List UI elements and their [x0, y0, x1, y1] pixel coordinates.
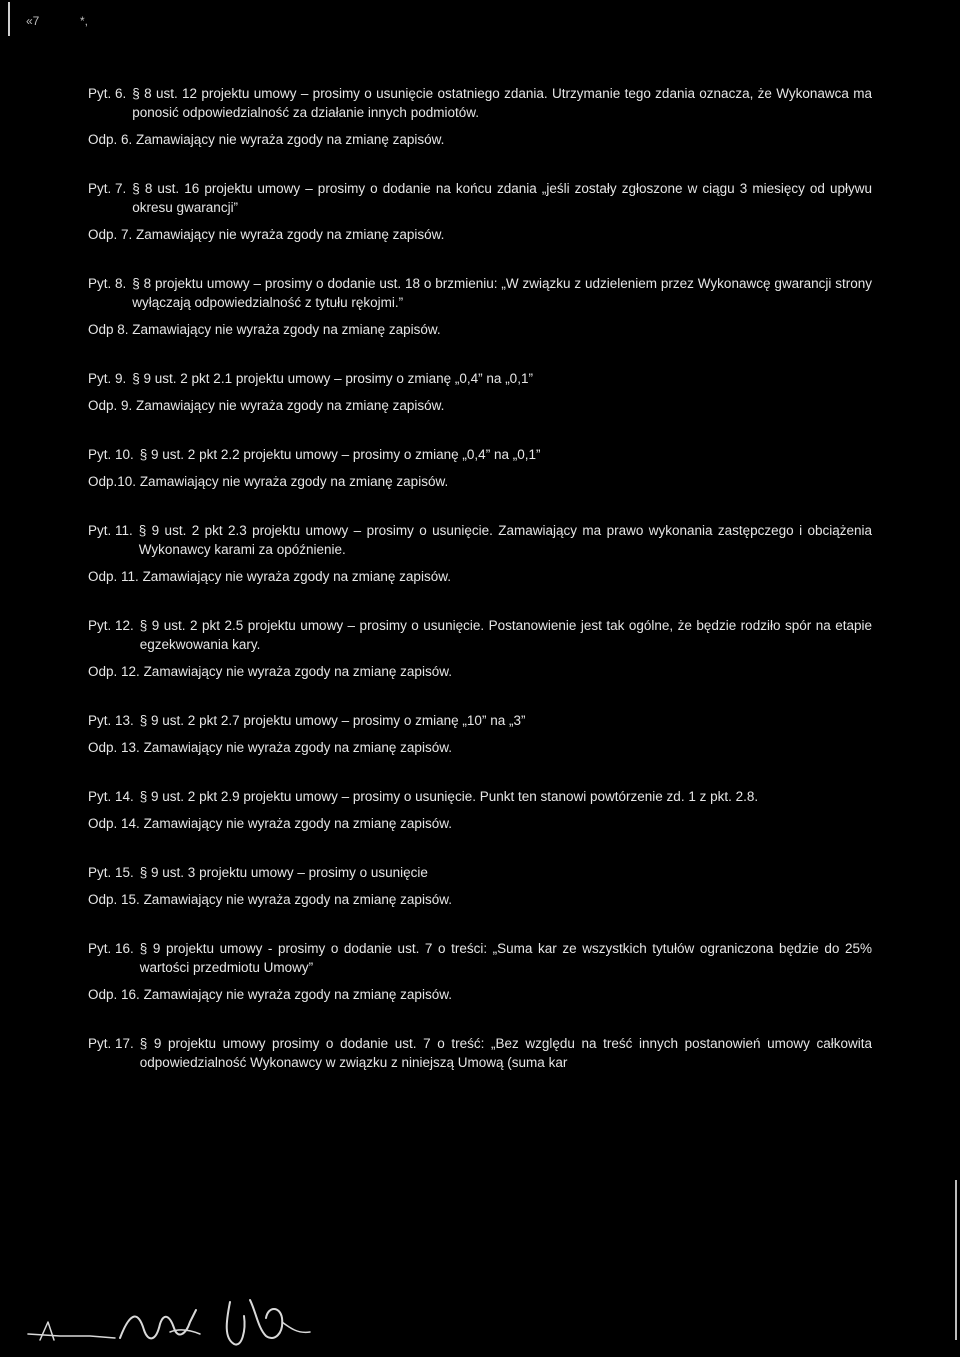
question	[88, 939, 872, 977]
answer-label: Odp. 15.	[88, 892, 140, 907]
answer	[88, 985, 872, 1004]
answer-label: Odp. 13.	[88, 740, 140, 755]
qa-item-9	[88, 369, 872, 415]
qa-item-13	[88, 711, 872, 757]
question	[88, 179, 872, 217]
qa-item-12	[88, 616, 872, 681]
answer-text: Zamawiający nie wyraża zgody na zmianę zapisów.	[132, 322, 441, 337]
question	[88, 274, 872, 312]
question-label: Pyt. 8.	[88, 276, 127, 291]
question	[88, 1034, 872, 1072]
question-label: Pyt. 16.	[88, 941, 134, 956]
question-text: § 9 ust. 2 pkt 2.1 projektu umowy – prosimy o zmianę „0,4” na „0,1”	[132, 371, 533, 386]
qa-item-17	[88, 1034, 872, 1072]
answer	[88, 890, 872, 909]
page-mark-right: *,	[80, 14, 89, 28]
question-text: § 8 ust. 16 projektu umowy – prosimy o dodanie na końcu zdania „jeśli zostały zgłoszone w ciągu 3 miesięcy od upływu okresu gwarancji”	[132, 181, 872, 215]
qa-item-6	[88, 84, 872, 149]
qa-item-14	[88, 787, 872, 833]
answer-text: Zamawiający nie wyraża zgody na zmianę zapisów.	[143, 664, 452, 679]
question	[88, 369, 872, 388]
answer-text: Zamawiający nie wyraża zgody na zmianę zapisów.	[136, 398, 445, 413]
question-label: Pyt. 14.	[88, 789, 134, 804]
question	[88, 521, 872, 559]
answer-text: Zamawiający nie wyraża zgody na zmianę zapisów.	[139, 474, 449, 489]
answer-text: Zamawiający nie wyraża zgody na zmianę zapisów.	[143, 740, 452, 755]
question-text: § 9 ust. 3 projektu umowy – prosimy o usunięcie	[139, 865, 428, 880]
answer	[88, 567, 872, 586]
question-label: Pyt. 13.	[88, 713, 134, 728]
question-text: § 8 ust. 12 projektu umowy – prosimy o usunięcie ostatniego zdania. Utrzymanie tego zdania oznacza, że Wykonawca ma ponosić odpowiedzialność za działanie innych podmiotów.	[132, 86, 872, 120]
qa-item-16	[88, 939, 872, 1004]
question	[88, 863, 872, 882]
question-text: § 9 ust. 2 pkt 2.5 projektu umowy – prosimy o usunięcie. Postanowienie jest tak ogólne, że będzie rodziło spór na etapie egzekwowania kary.	[139, 618, 872, 652]
answer	[88, 814, 872, 833]
qa-item-11	[88, 521, 872, 586]
question-text: § 9 projektu umowy - prosimy o dodanie ust. 7 o treści: „Suma kar ze wszystkich tytułów ograniczona będzie do 25% wartości przedmiotu Umowy”	[139, 941, 872, 975]
question	[88, 787, 872, 806]
answer-text: Zamawiający nie wyraża zgody na zmianę zapisów.	[143, 816, 452, 831]
qa-document-body	[88, 84, 872, 1102]
qa-item-7	[88, 179, 872, 244]
qa-item-8	[88, 274, 872, 339]
answer	[88, 472, 872, 491]
answer-label: Odp.10.	[88, 474, 137, 489]
answer	[88, 130, 872, 149]
question	[88, 711, 872, 730]
answer-label: Odp. 16.	[88, 987, 140, 1002]
qa-item-15	[88, 863, 872, 909]
question-text: § 9 ust. 2 pkt 2.3 projektu umowy – prosimy o usunięcie. Zamawiający ma prawo wykonania zastępczego i obciążenia Wykonawcy karami za opóźnienie.	[138, 523, 872, 557]
page-mark-left: «7	[26, 14, 40, 28]
qa-item-10	[88, 445, 872, 491]
question-text: § 9 ust. 2 pkt 2.9 projektu umowy – prosimy o usunięcie. Punkt ten stanowi powtórzenie zd. 1 z pkt. 2.8.	[139, 789, 759, 804]
answer	[88, 662, 872, 681]
answer	[88, 225, 872, 244]
handwritten-signature	[20, 1282, 320, 1352]
question-label: Pyt. 10.	[88, 447, 134, 462]
answer-label: Odp. 6.	[88, 132, 133, 147]
question-text: § 9 ust. 2 pkt 2.2 projektu umowy – prosimy o zmianę „0,4” na „0,1”	[139, 447, 541, 462]
question-label: Pyt. 11.	[88, 523, 133, 538]
answer	[88, 738, 872, 757]
answer-label: Odp 8.	[88, 322, 129, 337]
question-label: Pyt. 17.	[88, 1036, 134, 1051]
scan-border-top-left	[8, 2, 10, 36]
question	[88, 445, 872, 464]
answer-text: Zamawiający nie wyraża zgody na zmianę zapisów.	[136, 132, 445, 147]
question-text: § 9 projektu umowy prosimy o dodanie ust. 7 o treść: „Bez względu na treść innych postanowień umowy całkowita odpowiedzialność Wykonawcy w związku z niniejszą Umową (suma kar	[139, 1036, 872, 1070]
question-label: Pyt. 12.	[88, 618, 134, 633]
question-label: Pyt. 6.	[88, 86, 127, 101]
scan-border-right	[955, 1180, 957, 1340]
answer-label: Odp. 7.	[88, 227, 133, 242]
question-label: Pyt. 15.	[88, 865, 134, 880]
question	[88, 84, 872, 122]
answer-text: Zamawiający nie wyraża zgody na zmianę zapisów.	[143, 987, 452, 1002]
question-label: Pyt. 7.	[88, 181, 127, 196]
answer	[88, 396, 872, 415]
question	[88, 616, 872, 654]
answer-text: Zamawiający nie wyraża zgody na zmianę zapisów.	[142, 569, 451, 584]
answer-label: Odp. 12.	[88, 664, 140, 679]
answer-label: Odp. 14.	[88, 816, 140, 831]
answer-text: Zamawiający nie wyraża zgody na zmianę zapisów.	[136, 227, 445, 242]
answer	[88, 320, 872, 339]
answer-label: Odp. 11.	[88, 569, 139, 584]
question-text: § 8 projektu umowy – prosimy o dodanie ust. 18 o brzmieniu: „W związku z udzieleniem przez Wykonawcę gwarancji strony wyłączają odpowiedzialność z tytułu rękojmi.”	[132, 276, 872, 310]
answer-text: Zamawiający nie wyraża zgody na zmianę zapisów.	[143, 892, 452, 907]
question-label: Pyt. 9.	[88, 371, 127, 386]
question-text: § 9 ust. 2 pkt 2.7 projektu umowy – prosimy o zmianę „10” na „3”	[139, 713, 526, 728]
answer-label: Odp. 9.	[88, 398, 133, 413]
